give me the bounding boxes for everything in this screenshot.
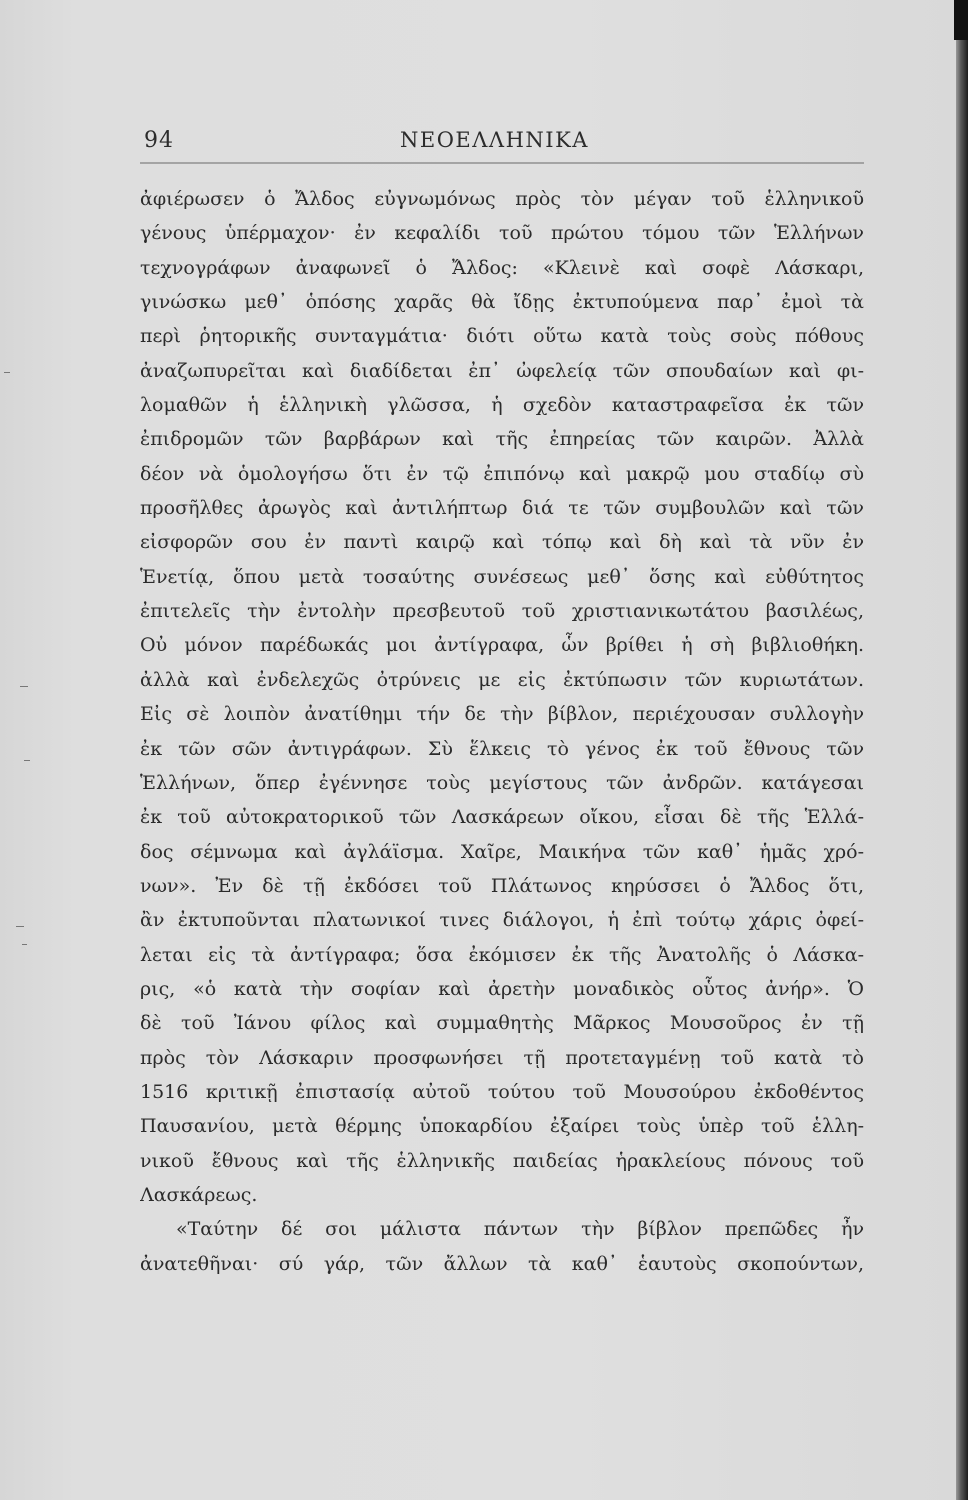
text-line-16: Εἰς σὲ λοιπὸν ἀνατίθημι τήν δε τὴν βίβλον, περιέχουσαν συλλογὴν — [140, 703, 864, 726]
header-wavy-rule — [140, 160, 864, 166]
text-line-1: ἀφιέρωσεν ὁ Ἄλδος εὐγνωμόνως πρὸς τὸν μέγαν τοῦ ἑλληνικοῦ — [140, 188, 864, 210]
text-line-20: δος σέμνωμα καὶ ἀγλάϊσμα. Χαῖρε, Μαικήνα τῶν καθ᾽ ἡμᾶς χρό- — [140, 840, 864, 863]
text-line-29: νικοῦ ἔθνους καὶ τῆς ἑλληνικῆς παιδείας ἡρακλείους πόνους τοῦ — [140, 1149, 864, 1172]
text-line-24: ρις, «ὁ κατὰ τὴν σοφίαν καὶ ἀρετὴν μοναδικὸς οὗτος ἀνήρ». Ὁ — [140, 977, 864, 1000]
text-line-15: ἀλλὰ καὶ ἐνδελεχῶς ὀτρύνεις με εἰς ἐκτύπωσιν τῶν κυριωτάτων. — [140, 668, 864, 691]
text-line-17: ἐκ τῶν σῶν ἀντιγράφων. Σὺ ἕλκεις τὸ γένος ἐκ τοῦ ἔθνους τῶν — [140, 737, 864, 760]
margin-mark — [22, 944, 27, 945]
margin-mark — [24, 760, 30, 761]
text-line-19: ἐκ τοῦ αὐτοκρατορικοῦ τῶν Λασκάρεων οἴκου, εἶσαι δὲ τῆς Ἑλλά- — [140, 806, 864, 829]
margin-mark — [4, 372, 10, 373]
text-line-31: «Ταύτην δέ σοι μάλιστα πάντων τὴν βίβλον πρεπῶδες ἦν — [176, 1218, 864, 1241]
text-line-14: Οὐ μόνον παρέδωκάς μοι ἀντίγραφα, ὧν βρίθει ἡ σὴ βιβλιοθήκη. — [140, 634, 864, 657]
page-edge-corner — [954, 0, 968, 40]
text-line-6: ἀναζωπυρεῖται καὶ διαδίδεται ἐπ᾽ ὠφελείᾳ τῶν σπουδαίων καὶ φι- — [140, 359, 864, 382]
text-line-12: Ἑνετίᾳ, ὅπου μετὰ τοσαύτης συνέσεως μεθ᾽ ὅσης καὶ εὐθύτητος — [140, 565, 864, 588]
text-line-4: γινώσκω μεθ᾽ ὁπόσης χαρᾶς θὰ ἴδῃς ἐκτυπούμενα παρ᾽ ἐμοὶ τὰ — [140, 291, 864, 314]
text-line-3: τεχνογράφων ἀναφωνεῖ ὁ Ἄλδος: «Κλεινὲ καὶ σοφὲ Λάσκαρι, — [140, 256, 864, 279]
text-line-10: προσῆλθες ἀρωγὸς καὶ ἀντιλήπτωρ διά τε τῶν συμβουλῶν καὶ τῶν — [140, 497, 864, 520]
running-title: ΝΕΟΕΛΛΗΝΙΚΑ — [400, 128, 589, 152]
margin-mark — [20, 686, 28, 687]
page-header — [140, 128, 864, 162]
text-line-21: νων». Ἐν δὲ τῇ ἐκδόσει τοῦ Πλάτωνος κηρύσσει ὁ Ἄλδος ὅτι, — [140, 874, 864, 897]
text-line-9: δέον νὰ ὁμολογήσω ὅτι ἐν τῷ ἐπιπόνῳ καὶ μακρῷ μου σταδίῳ σὺ — [140, 462, 864, 485]
text-line-22: ἂν ἐκτυποῦνται πλατωνικοί τινες διάλογοι, ἡ ἐπὶ τούτῳ χάρις ὀφεί- — [140, 909, 864, 932]
text-line-2: γένους ὑπέρμαχον· ἐν κεφαλίδι τοῦ πρώτου τόμου τῶν Ἑλλήνων — [140, 222, 864, 245]
page-edge — [956, 0, 968, 1500]
text-line-13: ἐπιτελεῖς τὴν ἐντολὴν πρεσβευτοῦ τοῦ χριστιανικωτάτου βασιλέως, — [140, 600, 864, 623]
text-line-8: ἐπιδρομῶν τῶν βαρβάρων καὶ τῆς ἐπηρείας τῶν καιρῶν. Ἀλλὰ — [140, 428, 864, 451]
text-line-28: Παυσανίου, μετὰ θέρμης ὑποκαρδίου ἐξαίρει τοὺς ὑπὲρ τοῦ ἑλλη- — [140, 1115, 864, 1138]
text-line-30: Λασκάρεως. — [140, 1183, 258, 1206]
text-line-26: πρὸς τὸν Λάσκαριν προσφωνήσει τῇ προτεταγμένῃ τοῦ κατὰ τὸ — [140, 1046, 864, 1069]
body-text — [140, 182, 864, 1281]
text-line-27: 1516 κριτικῇ ἐπιστασίᾳ αὐτοῦ τούτου τοῦ Μουσούρου ἐκδοθέντος — [140, 1080, 864, 1103]
text-line-23: λεται εἰς τὰ ἀντίγραφα; ὅσα ἐκόμισεν ἐκ τῆς Ἀνατολῆς ὁ Λάσκα- — [140, 943, 864, 966]
text-line-32: ἀνατεθῆναι· σύ γάρ, τῶν ἄλλων τὰ καθ᾽ ἑαυτοὺς σκοπούντων, — [140, 1252, 864, 1275]
page-number: 94 — [144, 128, 174, 153]
text-line-25: δὲ τοῦ Ἰάνου φίλος καὶ συμμαθητὴς Μᾶρκος Μουσοῦρος ἐν τῇ — [140, 1012, 864, 1035]
margin-mark — [16, 926, 24, 927]
text-line-5: περὶ ῥητορικῆς συνταγμάτια· διότι οὕτω κατὰ τοὺς σοὺς πόθους — [140, 325, 864, 348]
text-line-11: εἰσφορῶν σου ἐν παντὶ καιρῷ καὶ τόπῳ καὶ δὴ καὶ τὰ νῦν ἐν — [140, 531, 864, 554]
text-line-18: Ἑλλήνων, ὅπερ ἐγέννησε τοὺς μεγίστους τῶν ἀνδρῶν. κατάγεσαι — [140, 771, 864, 794]
text-line-7: λομαθῶν ἡ ἑλληνικὴ γλῶσσα, ἡ σχεδὸν καταστραφεῖσα ἐκ τῶν — [140, 394, 864, 417]
